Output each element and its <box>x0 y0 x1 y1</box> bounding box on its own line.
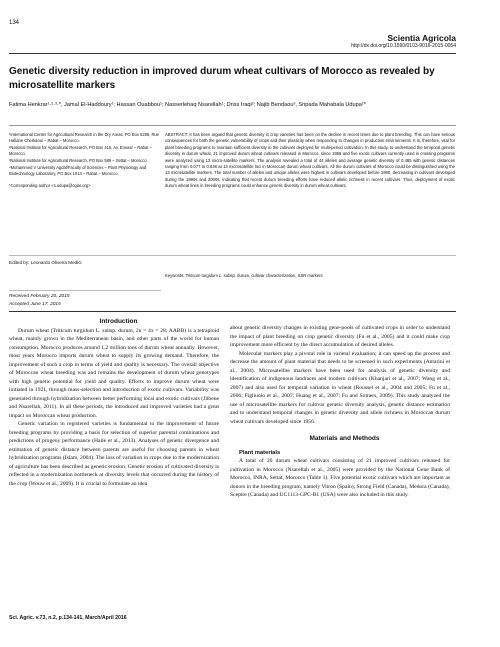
abstract: ABSTRACT: It has been argued that genetic diversity in crop varieties has been on the decline in recent times due to plant breeding. This can have serious consequences for both the genetic vulnerability of crops and their plasticity when responding to changes in production environments. It is, therefore, vital for plant breeding programs to maintain sufficient diversity in the cultivars deployed for multi-period cultivation. In this study, to understand the temporal genetic diversity in durum wheat, 21 improved durum wheat cultivars released in Morocco, since 1956 and five exotic cultivars currently used in crossing programs were analyzed using 13 micro-satellite markers. The analysis revealed a total of 44 alleles and average genetic diversity of 0.485 with genetic distances ranging from 0.077 to 0.846 at 13 microsatellite loci in Moroccan durum wheat cultivars. All the durum cultivars of Morocco could be distinguished using the 13 microsatellite markers. The total number of alleles and unique alleles were highest in cultivars developed before 1990, decreasing in cultivars developed during the 1990s and 2000s, indicating that recent durum breeding efforts have reduced allelic richness in recent cultivars. Thus, deployment of exotic durum wheat lines in breeding programs could enhance genetic diversity in durum wheat cultivars. <box>165 132 455 189</box>
footer-citation: Sci. Agric. v.73, n.2, p.134-141, March/April 2016 <box>9 615 127 621</box>
journal-name: Scientia Agricola <box>387 33 456 43</box>
accepted-date: Accepted June 17, 2015 <box>9 302 61 307</box>
page-number: 134 <box>9 20 20 26</box>
introduction-heading: Introduction <box>99 318 138 325</box>
doi-link[interactable]: http://dx.doi.org/10.1590/0103-9016-2015-0054 <box>351 43 456 49</box>
corresponding-author: *Corresponding author <s.udupa@cgiar.org> <box>9 182 91 188</box>
materials-methods-heading: Materials and Methods <box>309 435 380 442</box>
plant-materials-paragraph: A total of 26 durum wheat cultivars consisting of 21 improved cultivars released for cultivation in Morocco (Nsarellah et al., 2005) were provided by the National Gene Bank of Morocco, INRA, Settat, Morocco (Table 1). Five potential exotic cultivars which are important as donors in the breeding program, namely Vitron (Spain), Strong Field (Canada), Medora (Canada), Sceptre (Canada) and UC1113-GPC-B1 (USA) were also included in this study. <box>230 458 450 498</box>
author-list: Fatima Henkrar¹·²·³·*, Jamal El-Haddoury¹; Hassan Ouabbou¹; Nasserlehaq Nsarellah¹; Driss Iraqi²; Najib Bendaou³, Sripada Mahabala Udupa¹* <box>9 102 366 108</box>
affiliations <box>9 132 159 190</box>
affiliation-2: ²National Institute for Agricultural Research, PO Box 415, Av. Ennasr – Rabat – Morocco. <box>9 144 152 157</box>
right-column <box>230 324 450 500</box>
editor: Edited by: Leonardo Oliveira Medici <box>9 260 82 265</box>
dates-rule <box>9 290 161 291</box>
article-title: Genetic diversity reduction in improved durum wheat cultivars of Morocco as revealed by microsatellite markers <box>9 66 435 91</box>
affiliation-1: ¹International Center for Agricultural Research in the Dry Areas, PO Box 6299, Rue Hafiane Cherkaoui – Rabat – Morocco. <box>9 132 159 144</box>
author-rule <box>9 125 456 126</box>
section-rule <box>9 311 456 312</box>
editor-rule <box>9 255 456 256</box>
intro-paragraph-3: about genetic diversity changes in existing gene-pools of cultivated crops in order to understand the impact of plant breeding on crop genetic diversity (Fu et al., 2005) and it could make crop improvement more efficient by the direct accumulation of desired alleles. <box>230 325 450 348</box>
header-rule <box>9 53 456 54</box>
plant-materials-heading: Plant materials <box>239 449 281 456</box>
left-column <box>9 318 219 488</box>
intro-paragraph-1: Durum wheat (Triticum turgidum L. subsp. durum, 2n = 4x = 28; AABB) is a tetraploid wheat, mainly grown in the Mediterranean basin, and other parts of the world for human consumption. Morocco produces around 1.2 million tons of durum wheat annually. However, most years Morocco imports durum wheat to supply its growing demand. Therefore, the improvement of such a crop in terms of yield and quality is necessary. The overall objective of Moroccan wheat breeding was and remains the development of durum wheat genotypes with high genetic potential for yield and quality. Efforts to improve durum wheat were initiated in 1921, through mass-selection and introduction of exotic cultivars. Variability was generated through hybridization between better performing local and exotic cultivars (Jlibene and Nsarellah, 2011). In all these periods, the introduced and improved varieties had a great impact on Moroccan wheat production. <box>9 327 219 419</box>
affiliation-3: ³National Institute for Agricultural Research, PO Box 589 – Settat – Morocco. <box>9 157 148 163</box>
received-date: Received February 20, 2015 <box>9 294 70 299</box>
affiliation-4: ⁴Mohammed V University Agdal/Faculty of Sciences – Plant Physiology and Biotechnology Laboratory, PO Box 1014 – Rabat – Morocco. <box>9 164 147 176</box>
intro-paragraph-4: Molecular markers play a pivotal role in varietal evaluation; it can speed up the process and decrease the amount of plant material that needs to be screened in such experiments (Antarini et al., 2004). Microsatellite markers have been used for analysis of genetic diversity and identification of indigenous landraces and modern cultivars (Khanjari et al., 2007; Wang et al., 2007) and also used for temporal variation in wheat (Roussel et al., 2004 and 2005; Fu et al., 2006; Figliuolo et al., 2007; Huang et al., 2007; Fu and Somers, 2009). This study analyzed the use of microsatellite markers for cultivar genetic diversity analysis, genetic distance estimation and to understand temporal changes in genetic diversity and allele richness in Moroccan durum wheat cultivars developed since 1956. <box>230 350 450 425</box>
dates <box>9 293 70 309</box>
intro-paragraph-2: Genetic variation in registered varieties is fundamental to the improvement of future breeding programs by providing a basis for selection of superior parental combinations and predictions of progeny performance (Haile et al., 2013). Analyses of genetic divergence and estimation of genetic distance between parents are useful for choosing parents in wheat hybridization programs (Islam, 2004). The loss of variation in crops due to the modernization of agriculture has been described as genetic erosion. Genetic erosion of cultivated diversity is reflected in a modernization bottleneck at diversity levels that occurred during the history of the crop (Wouw et al., 2009). It is crucial to formulate an idea <box>9 421 219 487</box>
keywords: Keywords: Triticum turgidum L. subsp. durum, cultivar characterization, SSR markers <box>165 273 323 278</box>
